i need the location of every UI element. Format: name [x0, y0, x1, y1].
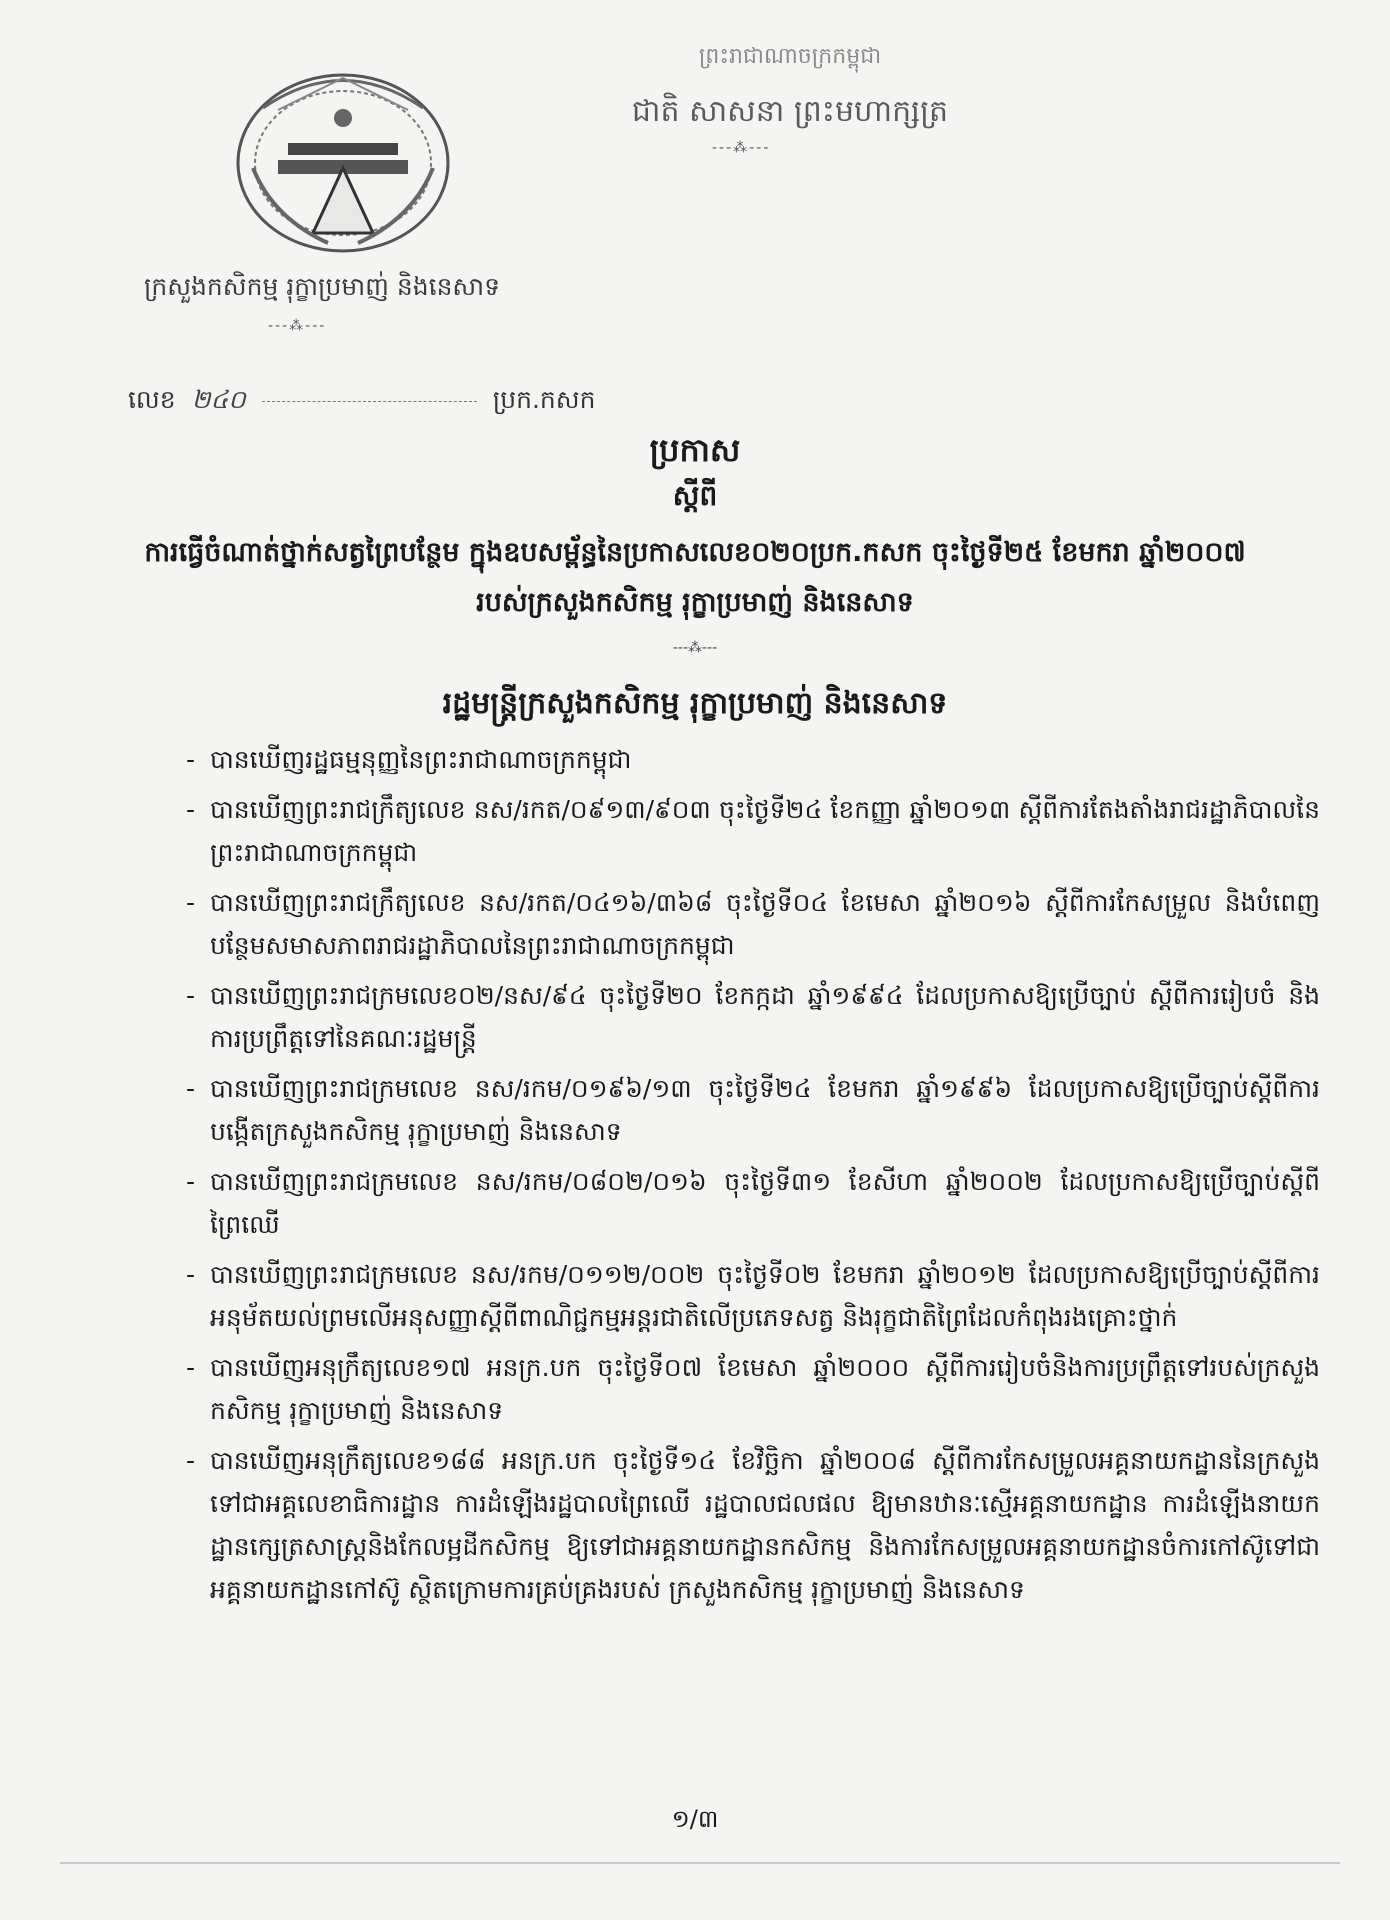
title-divider: ---⁂--- — [672, 640, 718, 656]
list-item: - បានឃើញព្រះរាជក្រឹត្យលេខ នស/រកត/០៤១៦/៣៦៨ ចុះថ្ងៃទី០៤ ខែមេសា ឆ្នាំ២០១៦ ស្តីពីការកែសម្រួល និងបំពេញបន្ថែមសមាសភាពរាជរដ្ឋាភិបាលនៃព្រះរាជាណាចក្រកម្ពុជា — [210, 881, 1330, 967]
list-item: - បានឃើញព្រះរាជក្រមលេខ នស/រកម/០១៩៦/១៣ ចុះថ្ងៃទី២៤ ខែមករា ឆ្នាំ១៩៩៦ ដែលប្រកាសឱ្យប្រើច្បាប់ស្តីពីការបង្កើតក្រសួងកសិកម្ម រុក្ខាប្រមាញ់ និងនេសាទ — [210, 1067, 1330, 1153]
list-item: - បានឃើញព្រះរាជក្រឹត្យលេខ នស/រកត/០៩១៣/៩០៣ ចុះថ្ងៃទី២៤ ខែកញ្ញា ឆ្នាំ២០១៣ ស្តីពីការតែងតាំងរាជរដ្ឋាភិបាលនៃព្រះរាជាណាចក្រកម្ពុជា — [210, 788, 1330, 874]
legal-references-list — [210, 738, 1330, 1618]
list-item: - បានឃើញអនុក្រឹត្យលេខ១៨៨ អនក្រ.បក ចុះថ្ងៃទី១៤ ខែវិច្ឆិកា ឆ្នាំ២០០៨ ស្តីពីការកែសម្រួលអគ្គនាយកដ្ឋាននៃក្រសួង ទៅជាអគ្គលេខាធិការដ្ឋាន ការដំឡើងរដ្ឋបាលព្រៃឈើ រដ្ឋបាលជលផល ឱ្យមានឋានៈស្មើអគ្គនាយកដ្ឋាន ការដំឡើងនាយកដ្ឋានក្សេត្រសាស្ត្រនិងកែលម្អដីកសិកម្ម ឱ្យទៅជាអគ្គនាយកដ្ឋានកសិកម្ម និងការកែសម្រួលអគ្គនាយកដ្ឋានចំការកៅស៊ូទៅជាអគ្គនាយកដ្ឋានកៅស៊ូ ស្ថិតក្រោមការគ្រប់គ្រងរបស់ ក្រសួងកសិកម្ម រុក្ខាប្រមាញ់ និងនេសាទ — [210, 1439, 1330, 1611]
ministry-name: ក្រសួងកសិកម្ម រុក្ខាប្រមាញ់ និងនេសាទ — [143, 272, 501, 301]
reference-suffix: ប្រក.កសក — [492, 385, 596, 414]
ministry-ornament: ---⁂--- — [268, 318, 327, 334]
reference-number — [128, 385, 595, 421]
document-about: ស្តីពី — [672, 479, 718, 512]
list-item: - បានឃើញអនុក្រឹត្យលេខ១៧ អនក្រ.បក ចុះថ្ងៃទី០៧ ខែមេសា ឆ្នាំ២០០០ ស្តីពីការរៀបចំនិងការប្រព្រឹត្តទៅរបស់ក្រសួងកសិកម្ម រុក្ខាប្រមាញ់ និងនេសាទ — [210, 1346, 1330, 1432]
motto-ornament: ---⁂--- — [712, 140, 771, 156]
document-subject: ការធ្វើចំណាត់ថ្នាក់សត្វព្រៃបន្ថែម ក្នុងឧបសម្ព័ន្ធនៃប្រកាសលេខ០២០ប្រក.កសក ចុះថ្ងៃទី២៥ ខែមករា ឆ្នាំ២០០៧ របស់ក្រសួងកសិកម្ម រុក្ខាប្រមាញ់ និងនេសាទ — [144, 537, 1246, 618]
list-item: - បានឃើញព្រះរាជក្រមលេខ នស/រកម/០១១២/០០២ ចុះថ្ងៃទី០២ ខែមករា ឆ្នាំ២០១២ ដែលប្រកាសឱ្យប្រើច្បាប់ស្តីពីការអនុម័តយល់ព្រមលើអនុសញ្ញាស្តីពីពាណិជ្ជកម្មអន្តរជាតិលើប្រភេទសត្វ និងរុក្ខជាតិព្រៃដែលកំពុងរងគ្រោះថ្នាក់ — [210, 1253, 1330, 1339]
reference-label: លេខ — [128, 385, 176, 414]
royal-emblem-icon — [218, 48, 468, 258]
national-motto: ជាតិ សាសនា ព្រះមហាក្សត្រ — [631, 94, 949, 129]
list-item: - បានឃើញព្រះរាជក្រមលេខ០២/នស/៩៤ ចុះថ្ងៃទី២០ ខែកក្កដា ឆ្នាំ១៩៩៤ ដែលប្រកាសឱ្យប្រើច្បាប់ ស្តីពីការរៀបចំ និងការប្រព្រឹត្តទៅនៃគណៈរដ្ឋមន្ត្រី — [210, 974, 1330, 1060]
list-item: - បានឃើញរដ្ឋធម្មនុញ្ញនៃព្រះរាជាណាចក្រកម្ពុជា — [210, 738, 1330, 781]
issuer-title: រដ្ឋមន្ត្រីក្រសួងកសិកម្ម រុក្ខាប្រមាញ់ និងនេសាទ — [442, 686, 948, 721]
reference-line — [262, 401, 477, 402]
reference-handwritten-number: ២៤០ — [191, 385, 246, 414]
page-number: ១/៣ — [671, 1805, 719, 1833]
kingdom-header: ព្រះរាជាណាចក្រកម្ពុជា — [698, 44, 882, 69]
document-type: ប្រកាស — [649, 431, 741, 469]
list-item: - បានឃើញព្រះរាជក្រមលេខ នស/រកម/០៨០២/០១៦ ចុះថ្ងៃទី៣១ ខែសីហា ឆ្នាំ២០០២ ដែលប្រកាសឱ្យប្រើច្បាប់ស្តីពីព្រៃឈើ — [210, 1160, 1330, 1246]
scan-footer-line — [60, 1862, 1340, 1864]
